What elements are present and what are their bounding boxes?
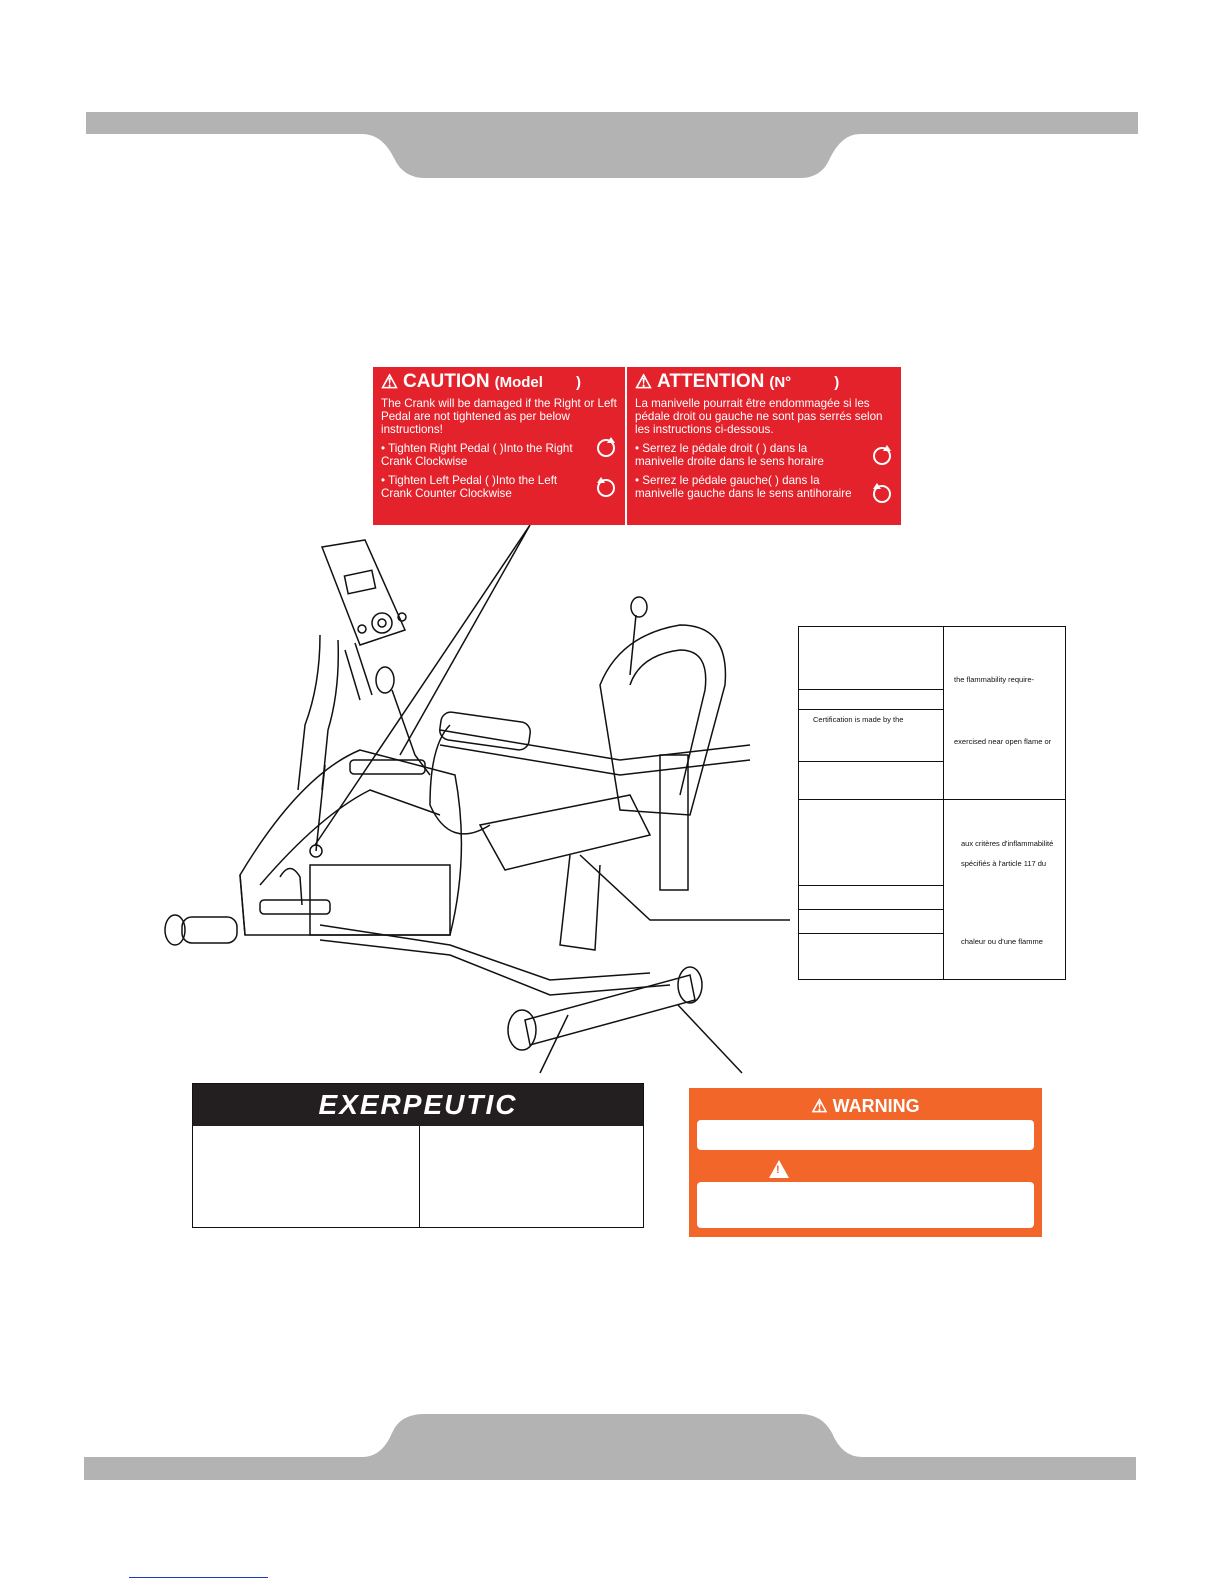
leader-line <box>678 1005 742 1073</box>
counter-clockwise-icon <box>873 485 891 503</box>
warning-text-box <box>697 1120 1034 1150</box>
caution-model-close: ) <box>575 373 581 391</box>
brand-label <box>192 1083 644 1228</box>
caution-title: CAUTION <box>403 371 490 392</box>
caution-label <box>373 367 901 525</box>
attention-bullet-right: • Serrez le pédale droit ( ) dans la manivelle droite dans le sens horaire <box>635 442 824 468</box>
table-divider <box>799 799 1065 800</box>
warning-triangle-icon: ⚠ <box>635 371 653 393</box>
caution-bullet-left: • Tighten Left Pedal ( )Into the Left Crank Counter Clockwise <box>381 474 558 500</box>
warning-triangle-icon <box>769 1160 789 1178</box>
article-text: spécifiés à l'article 117 du <box>961 859 1047 868</box>
clockwise-icon <box>873 447 891 465</box>
compliance-label <box>798 626 1066 980</box>
warning-text-box <box>697 1182 1034 1228</box>
warning-title: WARNING <box>832 1096 920 1116</box>
header-band <box>0 0 1225 185</box>
warning-triangle-icon: ⚠ <box>381 371 399 393</box>
table-divider <box>799 933 943 934</box>
brand-logo: EXERPEUTIC <box>193 1084 643 1126</box>
footer-link-underline <box>129 1577 268 1578</box>
flammability-text: the flammability require- <box>954 675 1035 684</box>
caution-bullet-right: • Tighten Right Pedal ( )Into the Right Crank Clockwise <box>381 442 573 468</box>
table-divider <box>799 761 943 762</box>
table-divider <box>799 909 943 910</box>
criteria-text: aux critères d'inflammabilité <box>961 839 1054 848</box>
brand-divider <box>419 1126 420 1227</box>
leader-line <box>580 855 790 920</box>
warning-triangle-icon: ⚠ <box>811 1096 828 1116</box>
attention-body: La manivelle pourrait être endommagée si les pédale droit ou gauche ne sont pas serrés selon les instructions ci-dessous. <box>635 397 883 436</box>
caution-body: The Crank will be damaged if the Right or Left Pedal are not tightened as per below instructions! <box>381 397 617 436</box>
recumbent-bike-illustration <box>150 525 800 1085</box>
leader-line <box>540 1015 568 1073</box>
caution-english <box>373 367 625 525</box>
caution-french <box>627 367 901 525</box>
table-divider <box>943 627 944 979</box>
attention-bullet-left: • Serrez le pédale gauche( ) dans la manivelle gauche dans le sens antihoraire <box>635 474 852 500</box>
fr-flame-text: chaleur ou d'une flamme <box>961 937 1043 946</box>
clockwise-icon <box>597 439 615 457</box>
caution-model: (Model <box>494 373 543 391</box>
table-divider <box>799 885 943 886</box>
certification-text: Certification is made by the <box>813 715 904 724</box>
attention-model: (N° <box>769 373 792 391</box>
leader-line <box>315 525 530 845</box>
table-divider <box>799 689 943 690</box>
counter-clockwise-icon <box>597 479 615 497</box>
table-divider <box>799 709 943 710</box>
attention-title: ATTENTION <box>657 371 765 392</box>
warning-label <box>689 1088 1042 1237</box>
footer-band <box>0 1400 1225 1480</box>
flame-text: exercised near open flame or <box>954 737 1052 746</box>
attention-model-close: ) <box>834 373 840 391</box>
